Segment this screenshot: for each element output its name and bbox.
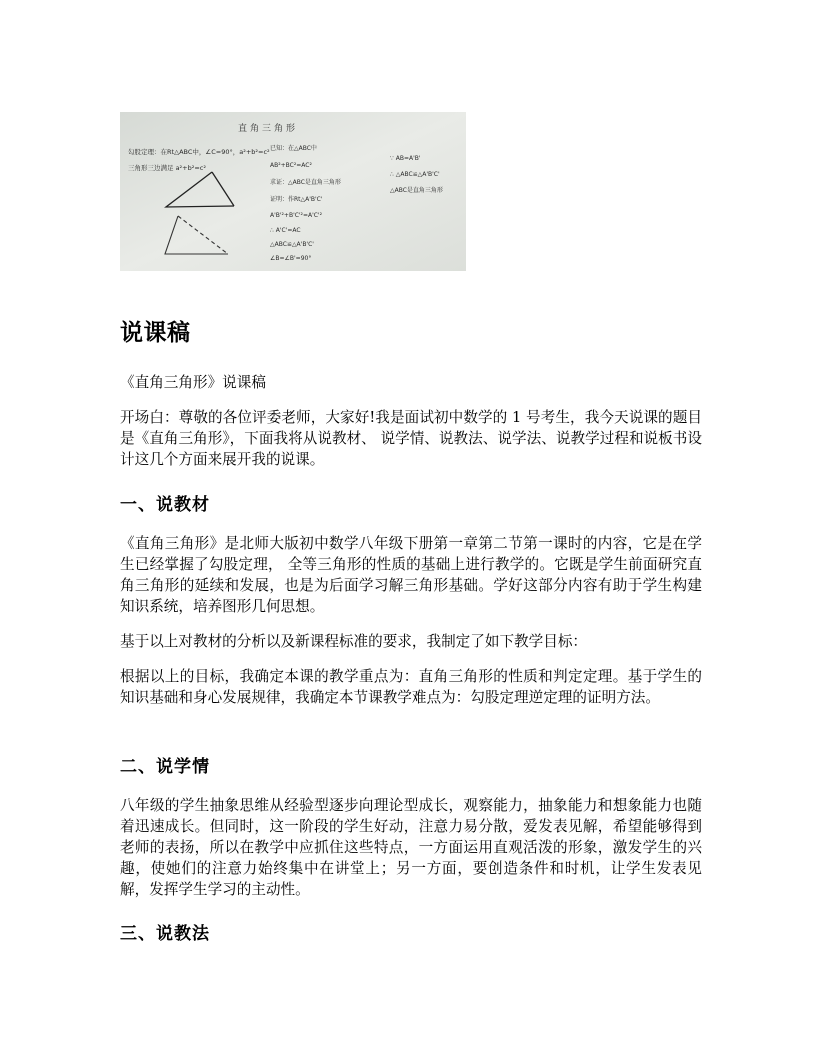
photo-right-note-1: ∵ AB=A'B'	[390, 155, 421, 162]
photo-middle-note-1: 已知：在△ABC中	[270, 145, 317, 152]
whiteboard-photo	[120, 112, 466, 271]
document-title: 说课稿	[120, 320, 191, 346]
photo-right-note-3: △ABC是直角三角形	[390, 187, 443, 194]
intro-paragraph: 开场白：尊敬的各位评委老师，大家好!我是面试初中数学的 1 号考生，我今天说课的题目是《直角三角形》，下面我将从说教材、 说学情、说教法、说学法、说教学过程和说板书设计这几个方面来展开我的说课。	[120, 409, 702, 468]
photo-left-note-1: 勾股定理：在Rt△ABC中，∠C=90°，a²+b²=c²	[128, 148, 270, 156]
photo-right-note-2: ∴ △ABC≌△A'B'C'	[390, 171, 440, 178]
whiteboard-photo-drawing	[120, 112, 466, 271]
document-subtitle: 《直角三角形》说课稿	[120, 374, 266, 391]
textbook-paragraph-2: 基于以上对教材的分析以及新课程标准的要求，我制定了如下教学目标：	[120, 633, 588, 650]
photo-middle-note-3: 求证：△ABC是直角三角形	[270, 179, 341, 186]
photo-middle-note-7: △ABC≌△A'B'C'	[270, 241, 314, 248]
photo-middle-note-4: 证明：作Rt△A'B'C'	[270, 196, 323, 203]
textbook-paragraph-1: 《直角三角形》是北师大版初中数学八年级下册第一章第二节第一课时的内容，它是在学生已经掌握了勾股定理， 全等三角形的性质的基础上进行教学的。它既是学生前面研究直角三角形的延续和发展，也是为后面学习解三角形基础。学好这部分内容有助于学生构建知识系统，培养图形几何思想。	[120, 535, 702, 615]
section-heading-students: 二、说学情	[120, 757, 210, 777]
photo-left-note-2: 三角形三边满足 a²+b²=c²	[128, 164, 206, 172]
photo-middle-note-2: AB²+BC²=AC²	[270, 162, 312, 169]
textbook-paragraph-3: 根据以上的目标，我确定本课的教学重点为：直角三角形的性质和判定定理。基于学生的知识基础和身心发展规律，我确定本节课教学难点为：勾股定理逆定理的证明方法。	[120, 668, 702, 706]
photo-heading: 直角三角形	[238, 124, 299, 134]
photo-middle-note-6: ∴ A'C'=AC	[270, 227, 301, 234]
photo-middle-note-8: ∠B=∠B'=90°	[270, 255, 312, 262]
section-heading-textbook: 一、说教材	[120, 495, 210, 515]
photo-middle-note-5: A'B'²+B'C'²=A'C'²	[270, 212, 322, 219]
students-paragraph: 八年级的学生抽象思维从经验型逐步向理论型成长，观察能力，抽象能力和想象能力也随着迅速成长。但同时，这一阶段的学生好动，注意力易分散，爱发表见解，希望能够得到老师的表扬，所以在教学中应抓住这些特点，一方面运用直观活泼的形象，激发学生的兴趣，使她们的注意力始终集中在讲堂上；另一方面，要创造条件和时机，让学生发表见解，发挥学生学习的主动性。	[120, 797, 702, 898]
section-heading-teaching-method: 三、说教法	[120, 924, 210, 944]
